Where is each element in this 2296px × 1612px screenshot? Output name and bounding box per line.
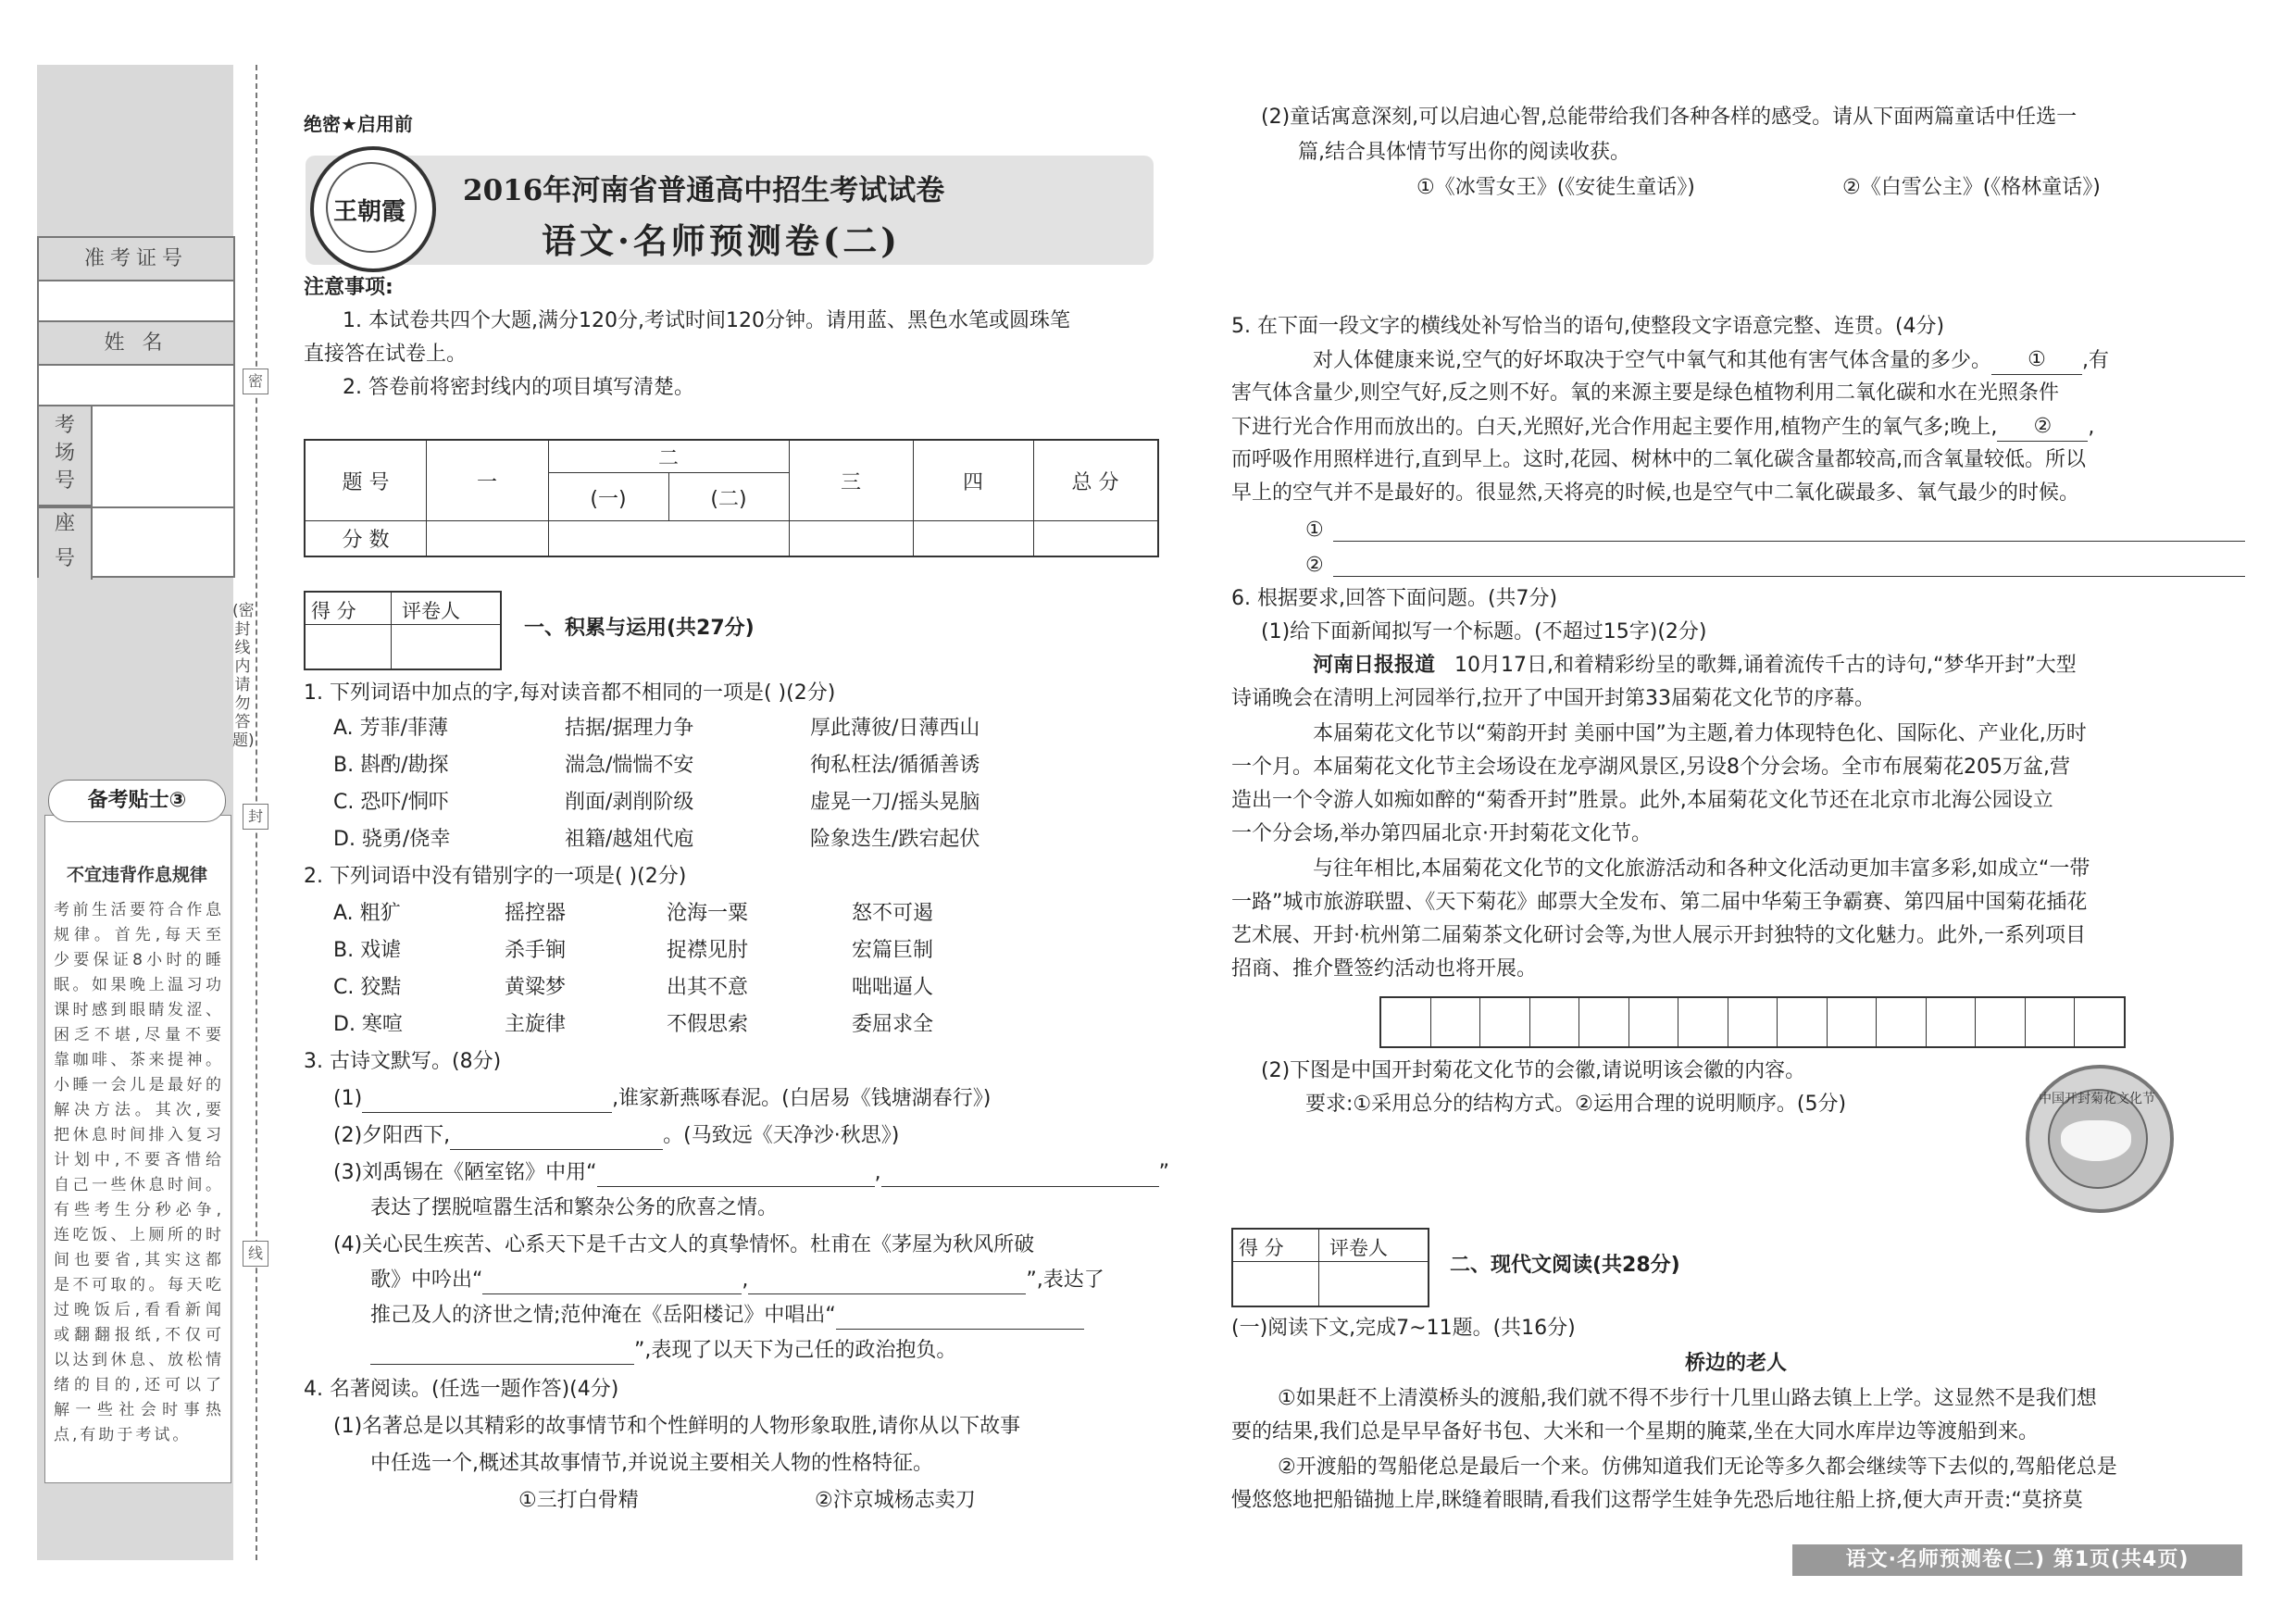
q5-answer-1-line[interactable] [1333, 541, 2245, 542]
q2-opt-c-4: 咄咄逼人 [852, 976, 934, 999]
q3-2: (2)夕阳西下, 。(马致远《天净沙·秋思》) [333, 1122, 899, 1150]
news-para-3c: 艺术展、开封·杭州第二届菊茶文化研讨会等,为世人展示开封独特的文化魅力。此外,一系列项目 [1231, 924, 2086, 947]
seal-note: (密封线内请勿答题) [232, 602, 255, 750]
q2-opt-d-4: 委屈求全 [852, 1013, 934, 1036]
notice-heading: 注意事项: [304, 276, 393, 299]
candidate-info-box [37, 236, 235, 578]
q2-opt-a-1: A. 粗犷 [333, 902, 401, 925]
q3-4-blank-d[interactable] [370, 1364, 634, 1365]
q6-stem: 6. 根据要求,回答下面问题。(共7分) [1231, 587, 1558, 610]
q2-opt-a-4: 怒不可遏 [852, 902, 934, 925]
q1-opt-b-3: 徇私枉法/循循善诱 [810, 754, 980, 777]
q5-para-5: 早上的空气并不是最好的。很显然,天将亮的时候,也是空气中二氧化碳最多、氧气最少的时候。 [1231, 481, 2079, 505]
q1-opt-d-1: D. 骁勇/侥幸 [333, 828, 451, 851]
news-para-3a: 与往年相比,本届菊花文化节的文化旅游活动和各种文化活动更加丰富多彩,如成立“一带 [1313, 857, 2090, 881]
exam-number-field[interactable] [39, 281, 233, 322]
notice-item-2: 2. 答卷前将密封线内的项目填写清楚。 [343, 376, 694, 399]
table-header-2-2: (二) [710, 488, 747, 511]
q5-answer-1-label: ① [1305, 519, 1324, 542]
q1-opt-a-3: 厚此薄彼/日薄西山 [810, 717, 980, 740]
q3-4-d: ”,表现了以天下为己任的政治抱负。 [370, 1337, 956, 1365]
q5-blank-2[interactable]: ② [1997, 413, 2088, 442]
q3-2-blank[interactable] [450, 1149, 663, 1150]
story-para-2a: ②开渡船的驾船佬总是最后一个来。仿佛知道我们无论等多久都会继续等下去似的,驾船佬总是 [1278, 1456, 2117, 1479]
grader-box-1: 得 分 评卷人 [304, 591, 502, 670]
table-header-4: 四 [962, 471, 983, 494]
q3-4-b: 歌》中吟出“ , ”,表达了 [370, 1267, 1104, 1294]
news-para-2a: 本届菊花文化节以“菊韵开封 美丽中国”为主题,着力体现特色化、国际化、产业化,历时 [1313, 722, 2087, 745]
seat-label: 座 号 [39, 506, 93, 580]
name-field[interactable] [39, 366, 233, 406]
q3-3-blank-a[interactable] [597, 1186, 875, 1187]
q3-4-blank-a[interactable] [482, 1293, 742, 1294]
story-para-2b: 慢悠悠地把船锚抛上岸,眯缝着眼睛,看我们这帮学生娃争先恐后地往船上挤,便大声开责:“莫挤莫 [1231, 1489, 2083, 1512]
q4-2-a: (2)童话寓意深刻,可以启迪心智,总能带给我们各种各样的感受。请从下面两篇童话中任选一 [1261, 106, 2078, 129]
name-label: 姓 名 [39, 322, 233, 366]
page-footer: 语文·名师预测卷(二) 第1页(共4页) [1792, 1544, 2242, 1576]
q4-1-a: (1)名著总是以其精彩的故事情节和个性鲜明的人物形象取胜,请你从以下故事 [333, 1415, 1021, 1438]
confidential-mark: 绝密★启用前 [304, 113, 413, 135]
q2-opt-c-1: C. 狡黠 [333, 976, 402, 999]
q5-stem: 5. 在下面一段文字的横线处补写恰当的语句,使整段文字语意完整、连贯。(4分) [1231, 315, 1945, 338]
q1-opt-b-2: 湍急/惴惴不安 [565, 754, 694, 777]
q2-stem: 2. 下列词语中没有错别字的一项是( )(2分) [304, 865, 687, 888]
news-para-2b: 一个月。本届菊花文化节主会场设在龙亭湖风景区,另设8个分会场。全市布展菊花205万盆,营 [1231, 756, 2070, 779]
q3-1-blank[interactable] [362, 1112, 612, 1113]
q3-stem: 3. 古诗文默写。(8分) [304, 1050, 502, 1073]
reading-1-instruction: (一)阅读下文,完成7~11题。(共16分) [1231, 1317, 1576, 1340]
seal-char-mi: 密 [243, 369, 268, 394]
q5-para-1: 对人体健康来说,空气的好坏取决于空气中氧气和其他有害气体含量的多少。 ① ,有 [1313, 346, 2109, 375]
q6-2-requirement: 要求:①采用总分的结构方式。②运用合理的说明顺序。(5分) [1305, 1093, 1847, 1116]
table-header-2: 二 [657, 447, 679, 470]
q4-2-opt1: ①《冰雪女王》(《安徒生童话》) [1416, 176, 1695, 199]
q5-answer-2-line[interactable] [1333, 576, 2245, 577]
room-label: 考 场 号 [39, 406, 93, 506]
q5-answer-2-label: ② [1305, 554, 1324, 577]
q1-opt-b-1: B. 斟酌/勘探 [333, 754, 449, 777]
headline-answer-grid[interactable] [1379, 996, 2126, 1048]
q5-para-2: 害气体含量少,则空气好,反之则不好。氧的来源主要是绿色植物利用二氧化碳和水在光照条件 [1231, 381, 2059, 405]
table-header-1: 一 [476, 471, 497, 494]
section-2-heading: 二、现代文阅读(共28分) [1450, 1254, 1680, 1277]
grader-box-2: 得 分 评卷人 [1231, 1228, 1429, 1307]
exam-subtitle: 语文·名师预测卷(二) [542, 220, 901, 261]
news-para-3d: 招商、推介暨签约活动也将开展。 [1231, 957, 1538, 981]
q3-4-a: (4)关心民生疾苦、心系天下是千古文人的真挚情怀。杜甫在《茅屋为秋风所破 [333, 1233, 1035, 1256]
q1-stem: 1. 下列词语中加点的字,每对读音都不相同的一项是( )(2分) [304, 681, 836, 705]
q2-opt-a-3: 沧海一粟 [667, 902, 749, 925]
table-header-2-1: (一) [590, 488, 627, 511]
q2-opt-b-4: 宏篇巨制 [852, 939, 934, 962]
exam-title: 2016年河南省普通高中招生考试试卷 [463, 174, 945, 207]
q2-opt-a-2: 摇控器 [505, 902, 567, 925]
q1-opt-a-1: A. 芳菲/菲薄 [333, 717, 449, 740]
q3-3-blank-b[interactable] [881, 1186, 1159, 1187]
q3-3: (3)刘禹锡在《陋室铭》中用“ , ” [333, 1159, 1169, 1187]
q5-para-4: 而呼吸作用照样进行,直到早上。这时,花园、树林中的二氧化碳含量都较高,而含氧量较低。所以 [1231, 448, 2086, 471]
notice-item-1b: 直接答在试卷上。 [304, 343, 468, 366]
q4-2-opt2: ②《白雪公主》(《格林童话》) [1842, 176, 2101, 199]
seal-char-feng: 封 [243, 804, 268, 830]
q2-opt-c-2: 黄粱梦 [505, 976, 567, 999]
q2-opt-b-3: 捉襟见肘 [667, 939, 749, 962]
exam-number-label: 准考证号 [39, 238, 233, 281]
story-title: 桥边的老人 [1685, 1352, 1788, 1375]
q4-2-b: 篇,结合具体情节写出你的阅读收获。 [1298, 141, 1630, 164]
q2-opt-d-2: 主旋律 [505, 1013, 567, 1036]
section-1-heading: 一、积累与运用(共27分) [524, 617, 755, 640]
q3-1: (1) ,谁家新燕啄春泥。(白居易《钱塘湖春行》) [333, 1085, 991, 1113]
notice-item-1a: 1. 本试卷共四个大题,满分120分,考试时间120分钟。请用蓝、黑色水笔或圆珠笔 [343, 309, 1070, 332]
seal-char-xian: 线 [243, 1241, 268, 1267]
q6-1-stem: (1)给下面新闻拟写一个标题。(不超过15字)(2分) [1261, 620, 1707, 644]
q5-para-3: 下进行光合作用而放出的。白天,光照好,光合作用起主要作用,植物产生的氧气多;晚上, ② , [1231, 413, 2094, 442]
table-header-no: 题 号 [342, 471, 390, 494]
news-para-2d: 一个分会场,举办第四届北京·开封菊花文化节。 [1231, 822, 1652, 845]
tips-badge: 备考贴士③ [48, 780, 226, 822]
q4-stem: 4. 名著阅读。(任选一题作答)(4分) [304, 1378, 619, 1401]
emblem-text: 中国开封菊花文化节 [2039, 1092, 2155, 1106]
news-para-1a: 河南日报报道 10月17日,和着精彩纷呈的歌舞,诵着流传千古的诗句,“梦华开封”大型 [1313, 654, 2077, 677]
story-para-1b: 要的结果,我们总是早早备好书包、大米和一个星期的腌菜,坐在大同水库岸边等渡船到来。 [1231, 1420, 2039, 1443]
table-header-total: 总 分 [1071, 471, 1119, 494]
q4-1-opt1: ①三打白骨精 [518, 1489, 639, 1512]
q3-4-blank-c[interactable] [836, 1329, 1084, 1330]
chrysanthemum-icon [2061, 1120, 2131, 1161]
q4-1-opt2: ②汴京城杨志卖刀 [815, 1489, 976, 1512]
score-table [304, 439, 1159, 557]
q2-opt-d-3: 不假思索 [667, 1013, 749, 1036]
q1-opt-c-2: 削面/剥削阶级 [565, 791, 694, 814]
q1-opt-c-1: C. 恐吓/恫吓 [333, 791, 449, 814]
q2-opt-d-1: D. 寒喧 [333, 1013, 403, 1036]
q2-opt-b-2: 杀手锏 [505, 939, 567, 962]
news-para-1b: 诗诵晚会在清明上河园举行,拉开了中国开封第33届菊花文化节的序幕。 [1231, 687, 1875, 710]
q3-4-c: 推己及人的济世之情;范仲淹在《岳阳楼记》中唱出“ [370, 1302, 1084, 1330]
q3-3-cont: 表达了摆脱喧嚣生活和繁杂公务的欣喜之情。 [370, 1196, 779, 1219]
table-header-3: 三 [840, 471, 861, 494]
q5-blank-1[interactable]: ① [1991, 346, 2082, 375]
q1-opt-c-3: 虚晃一刀/摇头晃脑 [810, 791, 980, 814]
tips-title: 不宜违背作息规律 [66, 865, 207, 885]
story-para-1a: ①如果赶不上清漠桥头的渡船,我们就不得不步行十几里山路去镇上上学。这显然不是我们想 [1278, 1387, 2097, 1410]
logo-text: 王朝霞 [332, 198, 406, 226]
q1-opt-a-2: 拮据/据理力争 [565, 717, 694, 740]
q1-opt-d-2: 祖籍/越俎代庖 [565, 828, 694, 851]
q2-opt-c-3: 出其不意 [667, 976, 749, 999]
q2-opt-b-1: B. 戏谑 [333, 939, 402, 962]
tips-body: 考前生活要符合作息规律。首先,每天至少要保证8小时的睡眠。如果晚上温习功课时感到眼睛发涩、困乏不堪,尽量不要靠咖啡、茶来提神。小睡一会儿是最好的解决方法。其次,要把休息时间排入复习计划中,不要吝惜给自己一些休息时间。有些考生分秒必争,连吃饭、上厕所的时间也要省,其实这都是不可取的。每天吃过晚饭后,看看新闻或翻翻报纸,不仅可以达到休息、放松情绪的目的,还可以了解一些社会时事热点,有助于考试。 [54, 901, 224, 1444]
q4-1-b: 中任选一个,概述其故事情节,并说说主要相关人物的性格特征。 [370, 1452, 933, 1475]
q6-2-stem: (2)下图是中国开封菊花文化节的会徽,请说明该会徽的内容。 [1261, 1059, 1806, 1082]
news-para-3b: 一路”城市旅游联盟、《天下菊花》邮票大全发布、第二届中华菊王争霸赛、第四届中国菊花插花 [1231, 891, 2088, 914]
table-score-label: 分 数 [342, 529, 390, 552]
q1-opt-d-3: 险象迭生/跌宕起伏 [810, 828, 980, 851]
q3-4-blank-b[interactable] [748, 1293, 1026, 1294]
news-para-2c: 造出一个令游人如痴如醉的“菊香开封”胜景。此外,本届菊花文化节还在北京市北海公园设立 [1231, 789, 2053, 812]
